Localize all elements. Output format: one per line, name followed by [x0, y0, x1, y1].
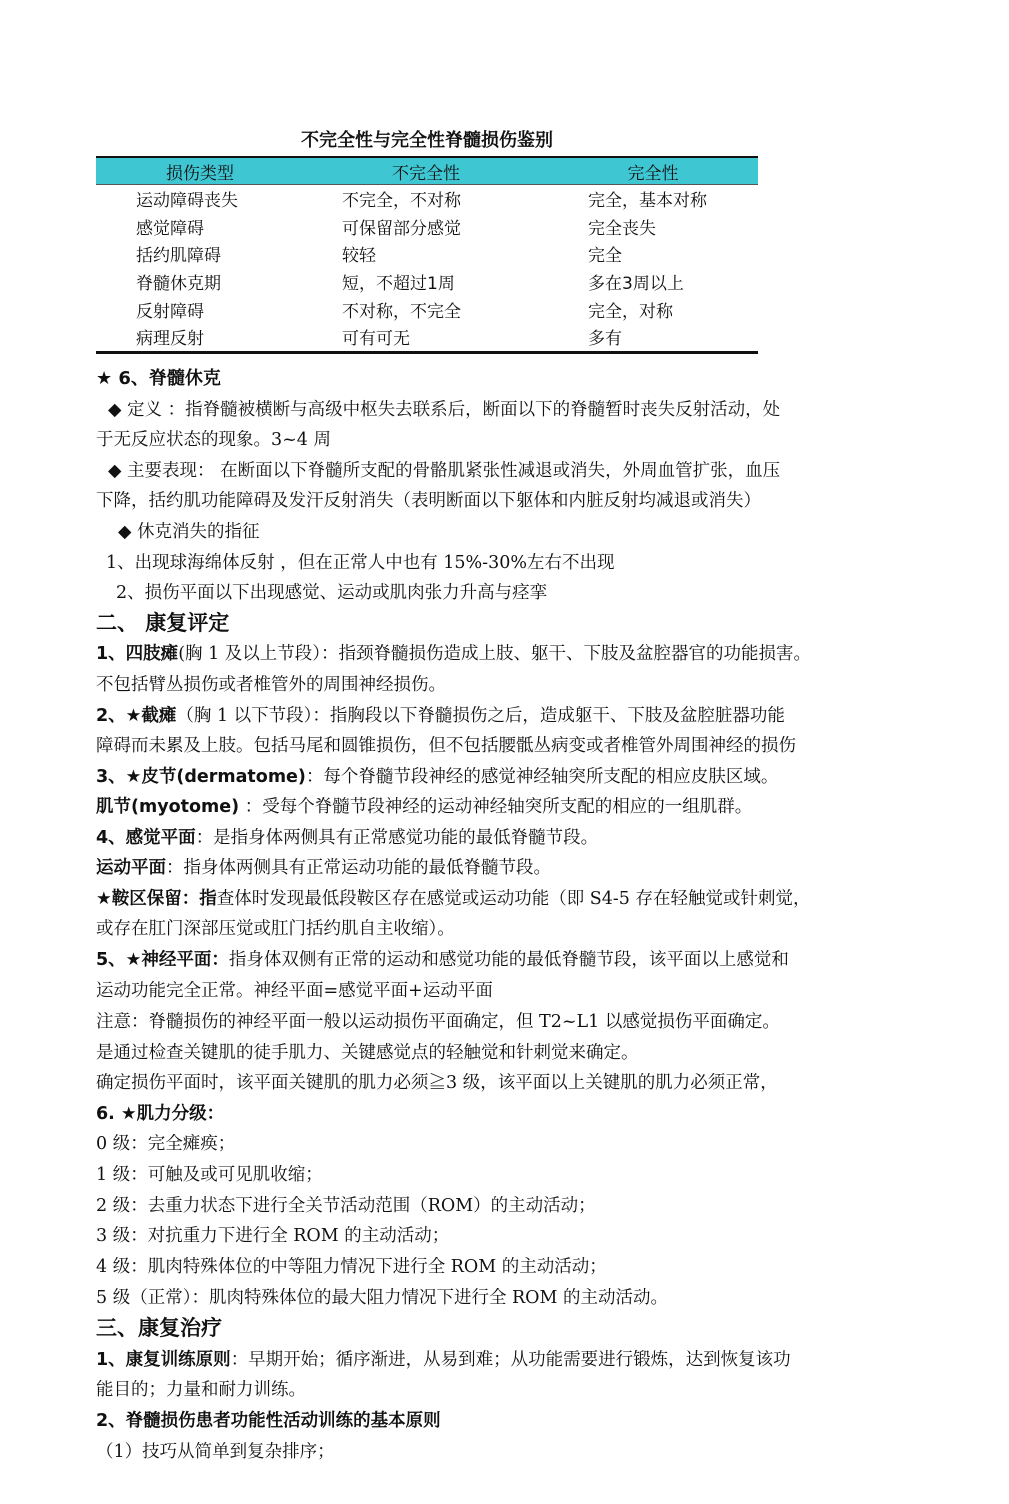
section-heading-muscle-grading: 6. ★肌力分级：	[96, 1104, 225, 1124]
table-cell: 脊髓休克期	[136, 274, 221, 295]
text-line: ◆ 定义 ：指脊髓被横断与高级中枢失去联系后，断面以下的脊髓暂时丧失反射活动，处	[108, 400, 781, 420]
text-line: 注意：脊髓损伤的神经平面一般以运动损伤平面确定，但 T2~L1 以感觉损伤平面确定。	[96, 1012, 780, 1032]
text-line: 2 级：去重力状态下进行全关节活动范围（ROM）的主动活动；	[96, 1196, 596, 1216]
term-myotome: 肌节(myotome)	[96, 797, 240, 817]
term-quadriplegia: 1、四肢瘫	[96, 644, 179, 664]
text-line: 障碍而未累及上肢。包括马尾和圆锥损伤，但不包括腰骶丛病变或者椎管外周围神经的损伤	[96, 736, 796, 756]
section-heading-spinal-shock: ★ 6、脊髓休克	[96, 368, 221, 389]
table-title: 不完全性与完全性脊髓损伤鉴别	[301, 130, 553, 151]
table-header-cell: 损伤类型	[166, 163, 234, 184]
table-cell: 感觉障碍	[136, 218, 204, 239]
table-cell: 完全，基本对称	[588, 191, 707, 212]
text-line: 确定损伤平面时，该平面关键肌的肌力必须≧3 级，该平面以上关键肌的肌力必须正常，	[96, 1073, 778, 1093]
text-line: ◆ 主要表现： 在断面以下脊髓所支配的骨骼肌紧张性减退或消失，外周血管扩张，血压	[108, 461, 781, 481]
subheading-functional-training: 2、脊髓损伤患者功能性活动训练的基本原则	[96, 1411, 441, 1431]
text-line: （1）技巧从简单到复杂排序；	[96, 1442, 335, 1462]
table-row	[96, 295, 758, 323]
text-line: 不包括臂丛损伤或者椎管外的周围神经损伤。	[96, 675, 446, 695]
table-cell: 不对称，不完全	[342, 301, 461, 322]
text-line: 4 级：肌肉特殊体位的中等阻力情况下进行全 ROM 的主动活动；	[96, 1257, 607, 1277]
text-line: 5 级（正常）：肌肉特殊体位的最大阻力情况下进行全 ROM 的主动活动。	[96, 1288, 669, 1308]
table-header-row	[96, 158, 758, 185]
table-header-cell: 不完全性	[392, 163, 460, 184]
table-cell: 完全丧失	[588, 218, 656, 239]
section-heading-assessment: 二、 康复评定	[96, 611, 230, 635]
table-cell: 括约肌障碍	[136, 246, 221, 267]
term-paraplegia: 2、★截瘫	[96, 706, 177, 726]
table-cell: 病理反射	[136, 329, 204, 350]
term-neurological-level: 5、★神经平面：	[96, 950, 229, 970]
table-row	[96, 240, 758, 268]
text-line: 于无反应状态的现象。3~4 周	[96, 430, 331, 450]
text-line: 2、损伤平面以下出现感觉、运动或肌肉张力升高与痉挛	[116, 583, 548, 603]
text-line: 下降，括约肌功能障碍及发汗反射消失（表明断面以下躯体和内脏反射均减退或消失）	[96, 491, 761, 511]
text-line: 运动功能完全正常。神经平面=感觉平面+运动平面	[96, 981, 493, 1001]
text-line: 3 级：对抗重力下进行全 ROM 的主动活动；	[96, 1226, 450, 1246]
text-line: 0 级：完全瘫痪；	[96, 1134, 236, 1154]
table-row	[96, 213, 758, 241]
text-line	[96, 1346, 913, 1371]
table-row	[96, 323, 758, 351]
text-line	[96, 946, 913, 971]
table-cell: 可有可无	[342, 329, 410, 350]
text-span: ：是指身体两侧具有正常感觉功能的最低脊髓节段。	[195, 828, 599, 848]
text-line	[96, 763, 913, 788]
text-span: ：每个脊髓节段神经的感觉神经轴突所支配的相应皮肤区域。	[305, 767, 779, 787]
text-line	[96, 702, 913, 727]
term-motor-level: 运动平面	[96, 858, 166, 878]
text-line: 或存在肛门深部压觉或肛门括约肌自主收缩）。	[96, 919, 455, 939]
table-cell: 反射障碍	[136, 301, 204, 322]
text-span: 指身体双侧有正常的运动和感觉功能的最低脊髓节段，该平面以上感觉和	[228, 950, 789, 970]
table-cell: 不完全，不对称	[342, 191, 461, 212]
table-cell: 完全，对称	[588, 301, 673, 322]
text-line: 是通过检查关键肌的徒手肌力、关键感觉点的轻触觉和针刺觉来确定。	[96, 1043, 639, 1063]
text-span: (胸 1 及以上节段）：指颈脊髓损伤造成上肢、躯干、下肢及盆腔器官的功能损害。	[178, 644, 812, 664]
text-span: ：指身体两侧具有正常运动功能的最低脊髓节段。	[166, 858, 551, 878]
text-line	[96, 885, 913, 910]
text-span: 查体时发现最低段鞍区存在感觉或运动功能（即 S4-5 存在轻触觉或针刺觉，	[216, 889, 811, 909]
text-line: 能目的；力量和耐力训练。	[96, 1380, 306, 1400]
table-cell: 较轻	[342, 246, 376, 267]
comparison-table	[96, 156, 758, 354]
term-sensory-level: 4、感觉平面	[96, 828, 196, 848]
text-span: （胸 1 以下节段）：指胸段以下脊髓损伤之后，造成躯干、下肢及盆腔脏器功能	[176, 706, 785, 726]
text-line	[96, 640, 913, 665]
table-cell: 多在3周以上	[588, 274, 684, 295]
text-line: 1 级：可触及或可见肌收缩；	[96, 1165, 323, 1185]
table-cell: 完全	[588, 246, 622, 267]
term-sacral-sparing: ★鞍区保留：指	[96, 889, 217, 909]
text-line: ◆ 休克消失的指征	[118, 522, 260, 542]
text-line: 1、出现球海绵体反射 ，但在正常人中也有 15%-30%左右不出现	[106, 553, 615, 573]
section-heading-treatment: 三、康复治疗	[96, 1316, 222, 1340]
text-span: ：早期开始；循序渐进，从易到难；从功能需要进行锻炼，达到恢复该功	[230, 1350, 791, 1370]
term-dermatome: 3、★皮节(dermatome)	[96, 767, 306, 787]
table-row	[96, 268, 758, 296]
table-header-cell: 完全性	[627, 163, 679, 184]
term-training-principle: 1、康复训练原则	[96, 1350, 231, 1370]
table-cell: 多有	[588, 329, 622, 350]
text-line	[96, 793, 913, 818]
table-cell: 运动障碍丧失	[136, 191, 238, 212]
text-span: ：受每个脊髓节段神经的运动神经轴突所支配的相应的一组肌群。	[239, 797, 753, 817]
text-line	[96, 854, 913, 879]
table-row	[96, 185, 758, 213]
text-line	[96, 824, 913, 849]
table-cell: 短，不超过1周	[342, 274, 455, 295]
table-cell: 可保留部分感觉	[342, 218, 461, 239]
